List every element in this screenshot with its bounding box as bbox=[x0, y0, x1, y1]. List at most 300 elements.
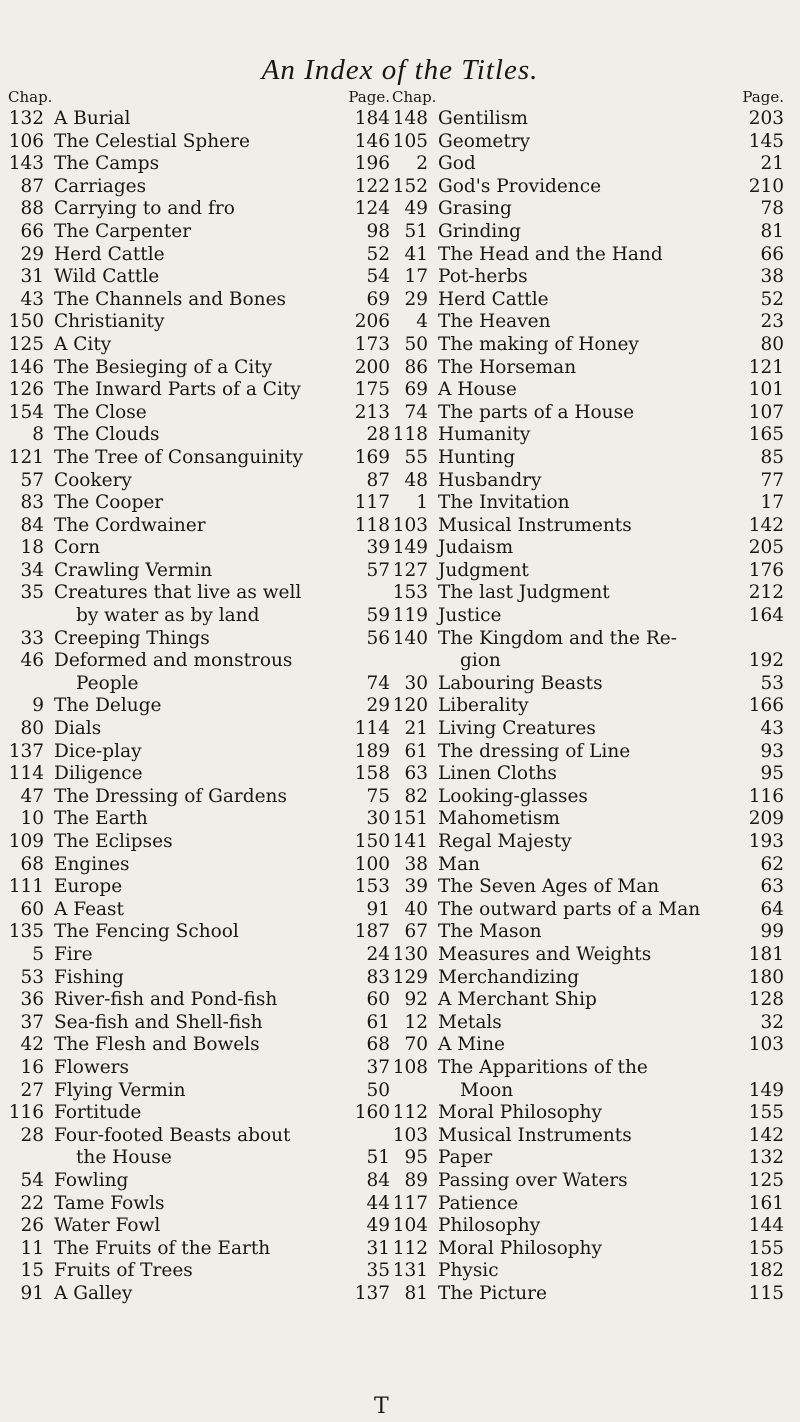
chapter-number: 131 bbox=[392, 1260, 428, 1282]
entry-title: The Clouds bbox=[54, 424, 160, 446]
index-entry bbox=[392, 1034, 784, 1057]
chapter-number: 108 bbox=[392, 1056, 428, 1078]
index-entry bbox=[8, 492, 390, 515]
page-number: 200 bbox=[354, 356, 390, 378]
entry-title: The Camps bbox=[54, 153, 160, 175]
index-entry bbox=[392, 402, 784, 425]
page-number: 69 bbox=[366, 288, 390, 310]
chap-heading: Chap. bbox=[8, 88, 53, 106]
entry-title: Flying Vermin bbox=[54, 1079, 186, 1101]
page-number: 24 bbox=[366, 943, 390, 965]
page-number: 39 bbox=[366, 537, 390, 559]
entry-title: The Cooper bbox=[54, 492, 164, 514]
page-number: 95 bbox=[760, 763, 784, 785]
index-entry bbox=[8, 650, 390, 673]
page-heading: Page. bbox=[742, 88, 784, 106]
entry-title: Herd Cattle bbox=[54, 243, 165, 265]
page-number: 166 bbox=[748, 695, 784, 717]
index-entry bbox=[8, 560, 390, 583]
index-entry bbox=[392, 470, 784, 493]
entry-title: The Eclipses bbox=[54, 831, 173, 852]
chapter-number: 17 bbox=[404, 266, 428, 288]
page-number: 173 bbox=[354, 333, 390, 355]
chapter-number: 140 bbox=[392, 627, 428, 649]
chapter-number: 55 bbox=[404, 446, 428, 468]
chapter-number: 92 bbox=[404, 989, 428, 1011]
entry-title: Humanity bbox=[438, 424, 531, 446]
chapter-number: 141 bbox=[392, 831, 428, 852]
entry-title: The parts of a House bbox=[438, 401, 635, 423]
entry-title: Fishing bbox=[54, 966, 124, 988]
entry-title: Deformed and monstrous bbox=[54, 650, 293, 672]
chapter-number: 135 bbox=[8, 921, 44, 943]
entry-title: Physic bbox=[438, 1260, 499, 1282]
index-entry bbox=[8, 899, 390, 922]
entry-title: The Besieging of a City bbox=[54, 356, 273, 378]
page-number: 80 bbox=[760, 333, 784, 355]
entry-title: Moral Philosophy bbox=[438, 1102, 602, 1124]
entry-title: gion bbox=[460, 650, 501, 672]
index-entry bbox=[8, 921, 390, 944]
entry-title: Philosophy bbox=[438, 1215, 541, 1237]
entry-title: Justice bbox=[438, 605, 502, 627]
entry-title: The Inward Parts of a City bbox=[54, 379, 301, 401]
entry-title: The Cordwainer bbox=[54, 514, 206, 536]
index-entry bbox=[392, 108, 784, 131]
chapter-number: 12 bbox=[404, 1011, 428, 1033]
chapter-number: 40 bbox=[404, 898, 428, 920]
chapter-number: 9 bbox=[32, 695, 44, 717]
chapter-number: 114 bbox=[8, 763, 44, 785]
chapter-number: 43 bbox=[20, 288, 44, 310]
chapter-number: 88 bbox=[20, 198, 44, 220]
chapter-number: 82 bbox=[404, 785, 428, 807]
chapter-number: 117 bbox=[392, 1192, 428, 1214]
index-entry bbox=[392, 1147, 784, 1170]
index-entry bbox=[392, 289, 784, 312]
page-number: 128 bbox=[748, 989, 784, 1011]
chapter-number: 16 bbox=[20, 1056, 44, 1078]
page-number: 43 bbox=[760, 718, 784, 740]
index-entry bbox=[8, 470, 390, 493]
index-entry bbox=[392, 673, 784, 696]
chapter-number: 112 bbox=[392, 1102, 428, 1124]
chapter-number: 154 bbox=[8, 401, 44, 423]
chapter-number: 63 bbox=[404, 763, 428, 785]
chapter-number: 28 bbox=[20, 1124, 44, 1146]
page-heading: Page. bbox=[348, 88, 390, 106]
chapter-number: 130 bbox=[392, 943, 428, 965]
index-entry bbox=[8, 447, 390, 470]
chapter-number: 111 bbox=[8, 876, 44, 898]
index-entry bbox=[392, 221, 784, 244]
index-entry bbox=[8, 424, 390, 447]
entry-title: Patience bbox=[438, 1192, 519, 1214]
index-entry bbox=[8, 831, 390, 854]
entry-title: Dials bbox=[54, 718, 102, 740]
chapter-number: 116 bbox=[8, 1102, 44, 1124]
index-entry bbox=[8, 628, 390, 651]
page-number: 87 bbox=[366, 469, 390, 491]
chapter-number: 35 bbox=[20, 582, 44, 604]
index-entry bbox=[392, 1102, 784, 1125]
page-number: 35 bbox=[366, 1260, 390, 1282]
chapter-number: 8 bbox=[32, 424, 44, 446]
index-column-left bbox=[8, 86, 390, 1305]
page-number: 122 bbox=[354, 175, 390, 197]
entry-title: Creeping Things bbox=[54, 627, 210, 649]
page-number: 121 bbox=[748, 356, 784, 378]
page-number: 101 bbox=[748, 379, 784, 401]
chapter-number: 118 bbox=[392, 424, 428, 446]
chapter-number: 41 bbox=[404, 243, 428, 265]
page-number: 213 bbox=[354, 401, 390, 423]
page-number: 52 bbox=[366, 243, 390, 265]
chapter-number: 46 bbox=[20, 650, 44, 672]
chapter-number: 38 bbox=[404, 853, 428, 875]
page-number: 116 bbox=[748, 785, 784, 807]
index-entry bbox=[8, 1238, 390, 1261]
page-number: 61 bbox=[366, 1011, 390, 1033]
chapter-number: 129 bbox=[392, 966, 428, 988]
entry-title: The Deluge bbox=[54, 695, 162, 717]
chapter-number: 84 bbox=[20, 514, 44, 536]
page-number: 17 bbox=[760, 492, 784, 514]
chapter-number: 53 bbox=[20, 966, 44, 988]
index-entry bbox=[8, 582, 390, 605]
entry-title: Herd Cattle bbox=[438, 288, 549, 310]
entry-title: The Apparitions of the bbox=[438, 1056, 648, 1078]
chapter-number: 151 bbox=[392, 808, 428, 830]
index-entry bbox=[392, 650, 784, 673]
index-entry bbox=[392, 1057, 784, 1080]
index-entry bbox=[8, 673, 390, 696]
page-number: 23 bbox=[760, 311, 784, 333]
index-entry bbox=[392, 1215, 784, 1238]
page-number: 142 bbox=[748, 514, 784, 536]
index-entry bbox=[392, 492, 784, 515]
entry-title: The Mason bbox=[438, 921, 542, 943]
chapter-number: 29 bbox=[404, 288, 428, 310]
page-number: 132 bbox=[748, 1147, 784, 1169]
page-number: 51 bbox=[366, 1147, 390, 1169]
page-number: 93 bbox=[760, 740, 784, 762]
index-entry bbox=[392, 1238, 784, 1261]
entry-title: People bbox=[76, 672, 139, 694]
entry-title: River-fish and Pond-fish bbox=[54, 989, 278, 1011]
page-number: 193 bbox=[748, 831, 784, 852]
index-entry bbox=[392, 447, 784, 470]
page-number: 115 bbox=[748, 1282, 784, 1304]
chapter-number: 68 bbox=[20, 853, 44, 875]
index-entry bbox=[392, 695, 784, 718]
chapter-number: 81 bbox=[404, 1282, 428, 1304]
chapter-number: 70 bbox=[404, 1034, 428, 1056]
entry-title: A City bbox=[54, 333, 112, 355]
entry-title: Musical Instruments bbox=[438, 514, 632, 536]
index-entry bbox=[8, 402, 390, 425]
index-entry bbox=[392, 266, 784, 289]
chapter-number: 27 bbox=[20, 1079, 44, 1101]
page-number: 53 bbox=[760, 672, 784, 694]
chapter-number: 49 bbox=[404, 198, 428, 220]
index-entry bbox=[392, 1012, 784, 1035]
chapter-number: 37 bbox=[20, 1011, 44, 1033]
chapter-number: 15 bbox=[20, 1260, 44, 1282]
index-entry bbox=[8, 854, 390, 877]
page-number: 125 bbox=[748, 1169, 784, 1191]
entry-title: Fowling bbox=[54, 1169, 129, 1191]
page-number: 52 bbox=[760, 288, 784, 310]
entry-title: God bbox=[438, 153, 476, 175]
entry-title: A Galley bbox=[54, 1282, 133, 1304]
index-entry bbox=[8, 718, 390, 741]
page-number: 66 bbox=[760, 243, 784, 265]
entry-title: Crawling Vermin bbox=[54, 559, 213, 581]
index-entry bbox=[392, 831, 784, 854]
index-entry bbox=[8, 244, 390, 267]
chapter-number: 36 bbox=[20, 989, 44, 1011]
index-entry bbox=[392, 311, 784, 334]
entry-title: Fortitude bbox=[54, 1102, 142, 1124]
chapter-number: 4 bbox=[416, 311, 428, 333]
page-number: 44 bbox=[366, 1192, 390, 1214]
page-number: 91 bbox=[366, 898, 390, 920]
entry-title: God's Providence bbox=[438, 175, 602, 197]
page-number: 210 bbox=[748, 175, 784, 197]
chapter-number: 143 bbox=[8, 153, 44, 175]
page-number: 189 bbox=[354, 740, 390, 762]
chapter-number: 120 bbox=[392, 695, 428, 717]
index-entry bbox=[392, 176, 784, 199]
page-number: 150 bbox=[354, 831, 390, 852]
page-number: 57 bbox=[366, 559, 390, 581]
page-number: 31 bbox=[366, 1237, 390, 1259]
page-number: 78 bbox=[760, 198, 784, 220]
page-number: 205 bbox=[748, 537, 784, 559]
index-entry bbox=[8, 1125, 390, 1148]
page-number: 161 bbox=[748, 1192, 784, 1214]
page-number: 37 bbox=[366, 1056, 390, 1078]
entry-title: Regal Majesty bbox=[438, 831, 572, 852]
index-entry bbox=[8, 695, 390, 718]
index-entry bbox=[392, 515, 784, 538]
index-entry bbox=[392, 334, 784, 357]
chapter-number: 2 bbox=[416, 153, 428, 175]
index-entry bbox=[392, 1080, 784, 1103]
page-number: 144 bbox=[748, 1215, 784, 1237]
page-number: 160 bbox=[354, 1102, 390, 1124]
chapter-number: 149 bbox=[392, 537, 428, 559]
chapter-number: 50 bbox=[404, 333, 428, 355]
signature-mark: T bbox=[374, 1394, 389, 1419]
page-number: 83 bbox=[366, 966, 390, 988]
index-entry bbox=[8, 537, 390, 560]
page-number: 137 bbox=[354, 1282, 390, 1304]
entry-title: The Dressing of Gardens bbox=[54, 785, 287, 807]
index-list-left bbox=[8, 108, 390, 1305]
entry-title: Creatures that live as well bbox=[54, 582, 302, 604]
index-entry bbox=[8, 1012, 390, 1035]
chapter-number: 106 bbox=[8, 130, 44, 152]
page-number: 84 bbox=[366, 1169, 390, 1191]
index-entry bbox=[392, 876, 784, 899]
entry-title: Looking-glasses bbox=[438, 785, 588, 807]
page-number: 180 bbox=[748, 966, 784, 988]
page-number: 32 bbox=[760, 1011, 784, 1033]
index-entry bbox=[8, 311, 390, 334]
index-entry bbox=[8, 266, 390, 289]
entry-title: Linen Cloths bbox=[438, 763, 557, 785]
entry-title: A Mine bbox=[438, 1034, 505, 1056]
index-entry bbox=[8, 1034, 390, 1057]
entry-title: Man bbox=[438, 853, 480, 875]
page-number: 100 bbox=[354, 853, 390, 875]
entry-title: A Merchant Ship bbox=[438, 989, 597, 1011]
index-entry bbox=[8, 1193, 390, 1216]
column-header bbox=[8, 86, 390, 108]
page-number: 81 bbox=[760, 220, 784, 242]
chapter-number: 69 bbox=[404, 379, 428, 401]
index-entry bbox=[392, 967, 784, 990]
index-entry bbox=[8, 1102, 390, 1125]
page-number: 59 bbox=[366, 605, 390, 627]
page-number: 85 bbox=[760, 446, 784, 468]
page-number: 98 bbox=[366, 220, 390, 242]
index-entry bbox=[8, 289, 390, 312]
entry-title: Judgment bbox=[438, 559, 529, 581]
page-number: 118 bbox=[354, 514, 390, 536]
page-number: 99 bbox=[760, 921, 784, 943]
entry-title: Fruits of Trees bbox=[54, 1260, 193, 1282]
index-entry bbox=[392, 1193, 784, 1216]
index-entry bbox=[8, 108, 390, 131]
entry-title: Dice-play bbox=[54, 740, 142, 762]
page-number: 149 bbox=[748, 1079, 784, 1101]
chapter-number: 33 bbox=[20, 627, 44, 649]
entry-title: Water Fowl bbox=[54, 1215, 161, 1237]
chapter-number: 22 bbox=[20, 1192, 44, 1214]
entry-title: A House bbox=[438, 379, 517, 401]
chap-heading: Chap. bbox=[392, 88, 437, 106]
page-number: 169 bbox=[354, 446, 390, 468]
page-number: 158 bbox=[354, 763, 390, 785]
index-entry bbox=[8, 808, 390, 831]
index-entry bbox=[392, 1125, 784, 1148]
chapter-number: 5 bbox=[32, 943, 44, 965]
index-entry bbox=[392, 989, 784, 1012]
entry-title: Engines bbox=[54, 853, 130, 875]
chapter-number: 103 bbox=[392, 514, 428, 536]
index-entry bbox=[8, 944, 390, 967]
page-number: 142 bbox=[748, 1124, 784, 1146]
chapter-number: 1 bbox=[416, 492, 428, 514]
entry-title: A Burial bbox=[54, 108, 131, 129]
entry-title: Corn bbox=[54, 537, 101, 559]
entry-title: Wild Cattle bbox=[54, 266, 160, 288]
page-number: 184 bbox=[354, 108, 390, 129]
chapter-number: 109 bbox=[8, 831, 44, 852]
index-entry bbox=[392, 1170, 784, 1193]
page-number: 21 bbox=[760, 153, 784, 175]
entry-title: The Tree of Consanguinity bbox=[54, 446, 303, 468]
index-entry bbox=[392, 718, 784, 741]
entry-title: Metals bbox=[438, 1011, 502, 1033]
index-entry bbox=[392, 379, 784, 402]
index-entry bbox=[392, 582, 784, 605]
page-number: 54 bbox=[366, 266, 390, 288]
index-entry bbox=[8, 1260, 390, 1283]
page-number: 38 bbox=[760, 266, 784, 288]
entry-title: Merchandizing bbox=[438, 966, 580, 988]
chapter-number: 74 bbox=[404, 401, 428, 423]
entry-title: The Head and the Hand bbox=[438, 243, 663, 265]
entry-title: Grinding bbox=[438, 220, 521, 242]
entry-title: The last Judgment bbox=[438, 582, 610, 604]
entry-title: Husbandry bbox=[438, 469, 542, 491]
index-entry bbox=[8, 967, 390, 990]
index-entry bbox=[8, 1147, 390, 1170]
index-entry bbox=[392, 560, 784, 583]
entry-title: by water as by land bbox=[76, 605, 260, 627]
chapter-number: 42 bbox=[20, 1034, 44, 1056]
chapter-number: 137 bbox=[8, 740, 44, 762]
entry-title: The Celestial Sphere bbox=[54, 130, 250, 152]
index-entry bbox=[392, 1283, 784, 1306]
page-number: 117 bbox=[354, 492, 390, 514]
entry-title: The Horseman bbox=[438, 356, 577, 378]
entry-title: Sea-fish and Shell-fish bbox=[54, 1011, 263, 1033]
chapter-number: 152 bbox=[392, 175, 428, 197]
index-entry bbox=[8, 876, 390, 899]
entry-title: The making of Honey bbox=[438, 333, 639, 355]
page-number: 60 bbox=[366, 989, 390, 1011]
page-number: 64 bbox=[760, 898, 784, 920]
entry-title: The Close bbox=[54, 401, 147, 423]
entry-title: The Carpenter bbox=[54, 220, 192, 242]
chapter-number: 39 bbox=[404, 876, 428, 898]
entry-title: The Kingdom and the Re- bbox=[438, 627, 677, 649]
entry-title: Moon bbox=[460, 1079, 514, 1101]
index-entry bbox=[8, 379, 390, 402]
index-entry bbox=[392, 424, 784, 447]
index-entry bbox=[8, 198, 390, 221]
chapter-number: 83 bbox=[20, 492, 44, 514]
page-number: 175 bbox=[354, 379, 390, 401]
index-entry bbox=[8, 1215, 390, 1238]
page-number: 75 bbox=[366, 785, 390, 807]
index-entry bbox=[392, 741, 784, 764]
index-entry bbox=[392, 628, 784, 651]
entry-title: Christianity bbox=[54, 311, 165, 333]
index-entry bbox=[8, 176, 390, 199]
page-number: 145 bbox=[748, 130, 784, 152]
index-entry bbox=[8, 786, 390, 809]
entry-title: Pot-herbs bbox=[438, 266, 528, 288]
chapter-number: 31 bbox=[20, 266, 44, 288]
page-number: 203 bbox=[748, 108, 784, 129]
index-entry bbox=[392, 786, 784, 809]
chapter-number: 30 bbox=[404, 672, 428, 694]
index-entry bbox=[392, 763, 784, 786]
index-entry bbox=[392, 357, 784, 380]
page-number: 187 bbox=[354, 921, 390, 943]
page-number: 28 bbox=[366, 424, 390, 446]
index-entry bbox=[8, 1170, 390, 1193]
page-number: 176 bbox=[748, 559, 784, 581]
page-number: 74 bbox=[366, 672, 390, 694]
page-number: 196 bbox=[354, 153, 390, 175]
